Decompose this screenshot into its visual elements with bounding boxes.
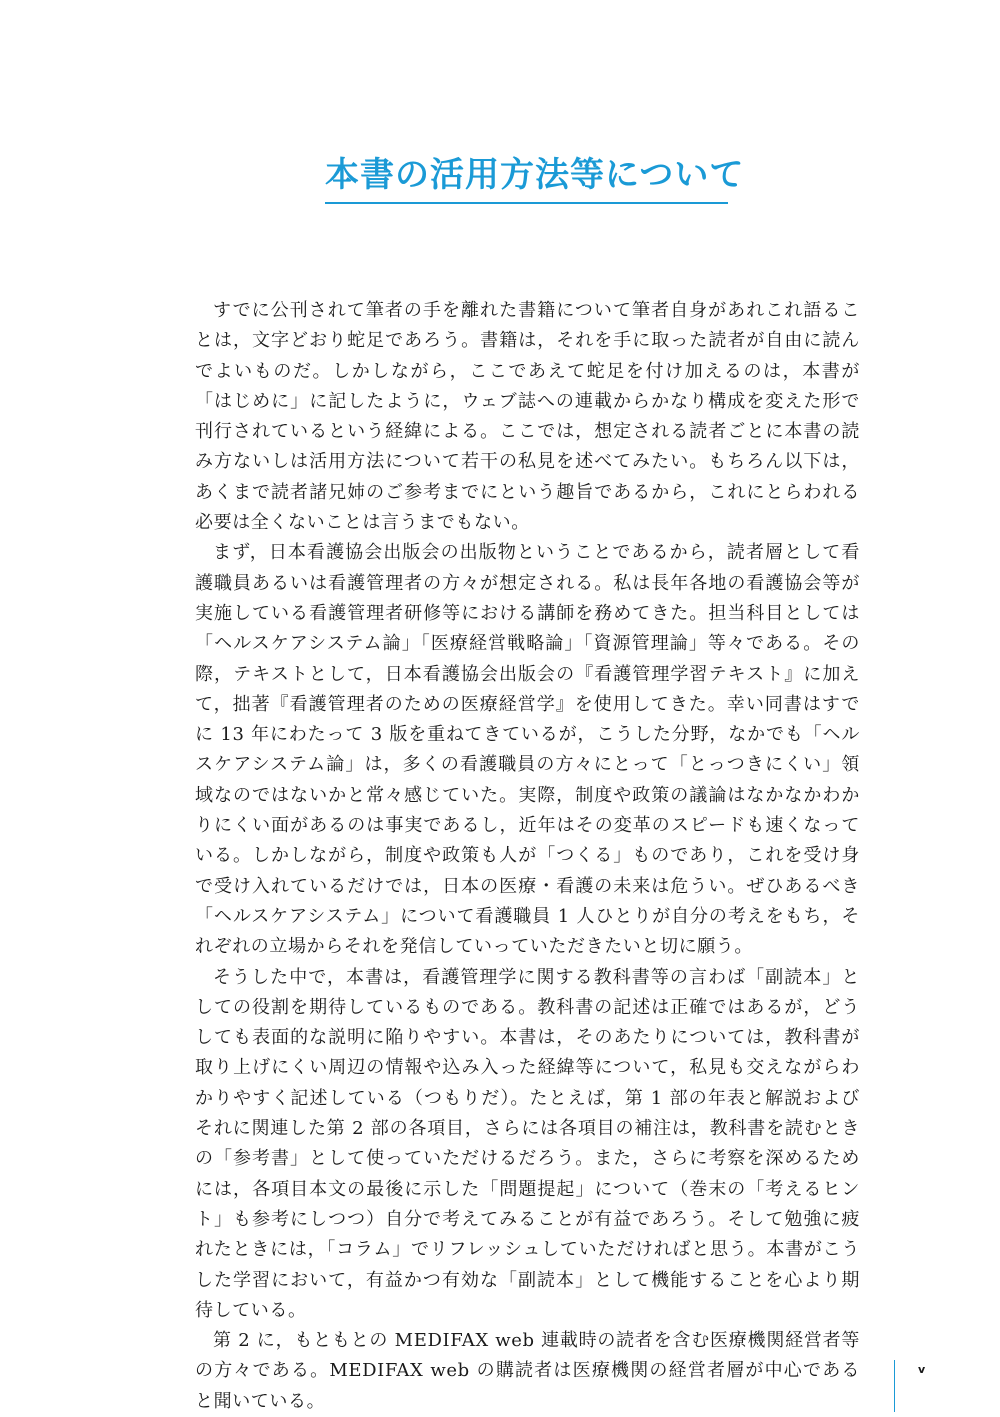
page-number: v — [918, 1363, 926, 1376]
title-block — [325, 150, 745, 204]
paragraph-3: そうした中で，本書は，看護管理学に関する教科書等の言わば「副読本」としての役割を期待しているものである。教科書の記述は正確ではあるが，どうしても表面的な説明に陥りやすい。本書は，そのあたりについては，教科書が取り上げにくい周辺の情報や込み入った経緯等について，私見も交えながらわかりやすく記述している（つもりだ）。たとえば，第 1 部の年表と解説およびそれに関連した第 2 部の各項目，さらには各項目の補注は，教科書を読むときの「参考書」として使っていただけるだろう。また，さらに考察を深めるためには，各項目本文の最後に示した「問題提起」について（巻末の「考えるヒント」も参考にしつつ）自分で考えてみることが有益であろう。そして勉強に疲れたときには，「コラム」でリフレッシュしていただければと思う。本書がこうした学習において，有益かつ有効な「副読本」として機能することを心より期待している。 — [195, 966, 860, 1321]
paragraph-4: 第 2 に，もともとの MEDIFAX web 連載時の読者を含む医療機関経営者等の方々である。MEDIFAX web の購読者は医療機関の経営者層が中心であると聞いている。 — [195, 1330, 860, 1412]
title-underline — [325, 202, 728, 204]
page-number-rule — [894, 1360, 895, 1412]
page-title: 本書の活用方法等について — [325, 155, 745, 195]
paragraph-1: すでに公刊されて筆者の手を離れた書籍について筆者自身があれこれ語ることは，文字どおり蛇足であろう。書籍は，それを手に取った読者が自由に読んでよいものだ。しかしながら，ここであえて蛇足を付け加えるのは，本書が「はじめに」に記したように，ウェブ誌への連載からかなり構成を変えた形で刊行されているという経緯による。ここでは，想定される読者ごとに本書の読み方ないしは活用方法について若干の私見を述べてみたい。もちろん以下は，あくまで読者諸兄姉のご参考までにという趣旨であるから，これにとらわれる必要は全くないことは言うまでもない。 — [195, 300, 860, 534]
body-text — [195, 296, 860, 1417]
paragraph-2: まず，日本看護協会出版会の出版物ということであるから，読者層として看護職員あるいは看護管理者の方々が想定される。私は長年各地の看護協会等が実施している看護管理者研修等における講師を務めてきた。担当科目としては「ヘルスケアシステム論」「医療経営戦略論」「資源管理論」等々である。その際，テキストとして，日本看護協会出版会の『看護管理学習テキスト』に加えて，拙著『看護管理者のための医療経営学』を使用してきた。幸い同書はすでに 13 年にわたって 3 版を重ねてきているが，こうした分野，なかでも「ヘルスケアシステム論」は，多くの看護職員の方々にとって「とっつきにくい」領域なのではないかと常々感じていた。実際，制度や政策の議論はなかなかわかりにくい面があるのは事実であるし，近年はその変革のスピードも速くなっている。しかしながら，制度や政策も人が「つくる」ものであり，これを受け身で受け入れているだけでは，日本の医療・看護の未来は危うい。ぜひあるべき「ヘルスケアシステム」について看護職員 1 人ひとりが自分の考えをもち，それぞれの立場からそれを発信していっていただきたいと切に願う。 — [195, 542, 860, 958]
